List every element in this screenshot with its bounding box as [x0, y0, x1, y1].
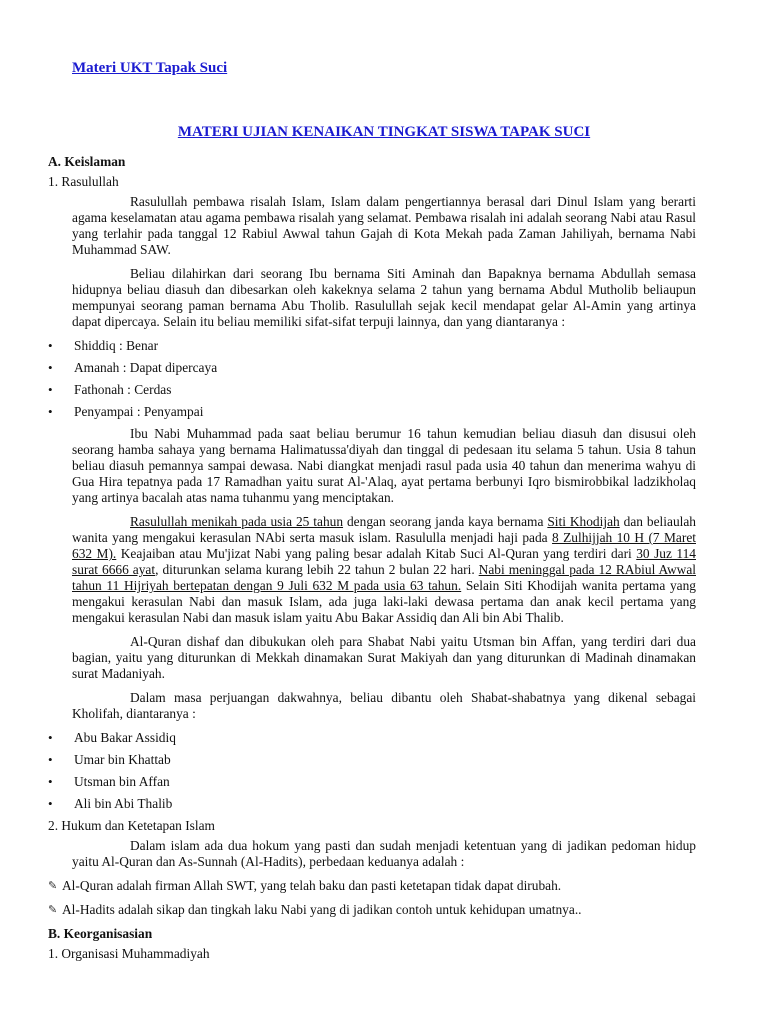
bullet-dot-icon: •: [48, 382, 53, 397]
doc-body: [48, 154, 696, 966]
list-item: • Ali bin Abi Thalib: [48, 796, 173, 811]
pen-nib-icon: ✎: [48, 904, 58, 916]
paragraph: Dalam masa perjuangan dakwahnya, beliau dibantu oleh Shabat-shabatnya yang dikenal sebagai Kholifah, diantaranya :: [72, 690, 696, 721]
paragraph: Beliau dilahirkan dari seorang Ibu bernama Siti Aminah dan Bapaknya bernama Abdullah semasa hidupnya beliau diasuh dan dibesarkan oleh kakeknya selama 2 tahun yang bernama Abdul Mutholib beliaupun mempunyai seorang paman bernama Abu Tholib. Rasulullah sejak kecil mendapat gelar Al-Amin yang artinya dapat dipercaya. Selain itu beliau memiliki sifat-sifat terpuji lainnya, dan yang diantaranya :: [72, 266, 696, 329]
paragraph: Rasulullah menikah pada usia 25 tahun dengan seorang janda kaya bernama Siti Khodijah dan beliaulah wanita yang mengakui kerasulan NAbi serta masuk islam. Rasululla menjadi haji pada 8 Zulhijjah 10 H (7 Maret 632 M). Keajaiban atau Mu'jizat Nabi yang paling besar adalah Kitab Suci Al-Quran yang terdiri dari 30 Juz 114 surat 6666 ayat, diturunkan selama kurang lebih 22 tahun 2 bulan 22 hari. Nabi meninggal pada 12 RAbiul Awwal tahun 11 Hijriyah bertepatan dengan 9 Juli 632 M pada usia 63 tahun. Selain Siti Khodijah wanita pertama yang mengakui kerasulan Nabi dan masuk Islam, ada juga laki-laki dewasa pertama dan anak kecil pertama yang mengakui kerasulan Nabi dan masuk islam yaitu Abu Bakar Assidiq dan Ali bin Abi Thalib.: [72, 514, 696, 625]
bullet-dot-icon: •: [48, 338, 53, 353]
list-item: • Abu Bakar Assidiq: [48, 730, 176, 745]
doc-source-link[interactable]: Materi UKT Tapak Suci: [72, 60, 228, 76]
bullet-dot-icon: •: [48, 752, 53, 767]
paragraph: Al-Quran dishaf dan dibukukan oleh para Shabat Nabi yaitu Utsman bin Affan, yang terdiri dari dua bagian, yaitu yang diturunkan di Mekkah dinamakan Surat Makiyah dan yang diturunkan di Madinah dinamakan surat Madaniyah.: [72, 634, 696, 681]
list-item: ✎ Al-Quran adalah firman Allah SWT, yang telah baku dan pasti ketetapan tidak dapat dirubah.: [48, 878, 562, 893]
bullet-dot-icon: •: [48, 404, 53, 419]
list-item: ✎ Al-Hadits adalah sikap dan tingkah laku Nabi yang di jadikan contoh untuk kehidupan umatnya..: [48, 902, 582, 917]
list-item: • Penyampai : Penyampai: [48, 404, 204, 419]
bullet-dot-icon: •: [48, 774, 53, 789]
list-item: • Amanah : Dapat dipercaya: [48, 360, 218, 375]
bullet-dot-icon: •: [48, 360, 53, 375]
list-item: • Umar bin Khattab: [48, 752, 171, 767]
subheading-hukum: 2. Hukum dan Ketetapan Islam: [48, 818, 215, 833]
list-item: • Shiddiq : Benar: [48, 338, 159, 353]
section-heading-keorganisasian: B. Keorganisasian: [48, 926, 153, 941]
paragraph: Dalam islam ada dua hokum yang pasti dan sudah menjadi ketentuan yang di jadikan pedoman hidup yaitu Al-Quran dan As-Sunnah (Al-Hadits), perbedaan keduanya adalah :: [72, 838, 696, 869]
list-item: • Utsman bin Affan: [48, 774, 170, 789]
pen-nib-icon: ✎: [48, 880, 58, 892]
subheading-muhammadiyah: 1. Organisasi Muhammadiyah: [48, 946, 210, 961]
section-heading-keislaman: A. Keislaman: [48, 154, 126, 169]
paragraph: Ibu Nabi Muhammad pada saat beliau berumur 16 tahun kemudian beliau diasuh dan disusui oleh seorang hamba sahaya yang bernama Halimatussa'diyah dan tinggal di pedesaan itu selama 5 tahun. Usia 8 tahun beliau diasuh pemannya sampai dewasa. Nabi diangkat menjadi rasul pada usia 40 tahun dan menerima wahyu di Gua Hira tepatnya pada 17 Ramadhan yaitu surat Al-'Alaq, ayat pertama berbunyi Iqro bismirobbikal ladzikholaq yang artinya bacalah atas nama tuhanmu yang menciptakan.: [72, 426, 696, 505]
subheading-rasulullah: 1. Rasulullah: [48, 174, 119, 189]
doc-title: MATERI UJIAN KENAIKAN TINGKAT SISWA TAPAK SUCI: [177, 124, 591, 140]
list-item: • Fathonah : Cerdas: [48, 382, 172, 397]
bullet-dot-icon: •: [48, 796, 53, 811]
bullet-dot-icon: •: [48, 730, 53, 745]
paragraph: Rasulullah pembawa risalah Islam, Islam dalam pengertiannya berasal dari Dinul Islam yang berarti agama keselamatan atau agama pembawa risalah yang selamat. Pembawa risalah ini adalah seorang Nabi atau Rasul yang terlahir pada tanggal 12 Rabiul Awwal tahun Gajah di Kota Mekah pada Zaman Jahiliyah, bernama Nabi Muhammad SAW.: [72, 194, 696, 257]
